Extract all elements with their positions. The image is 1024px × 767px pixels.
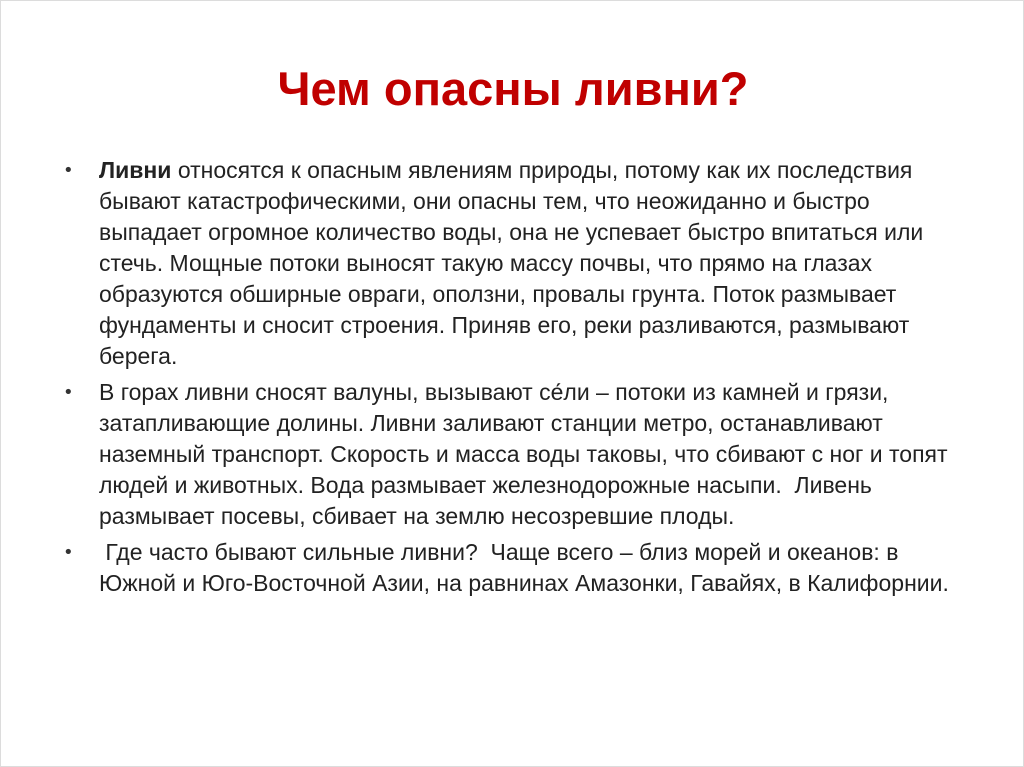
bullet-marker: • [63,542,74,563]
bullet-text: Где часто бывают сильные ливни? Чаще всего – близ морей и океанов: в Южной и Юго-Восточной Азии, на равнинах Амазонки, Гавайях, в Калифорнии. [99,539,949,596]
bullet-body: относятся к опасным явлениям природы, потому как их последствия бывают катастрофическими, они опасны тем, что неожиданно и быстро выпадает огромное количество воды, она не успевает быстро впитаться или стечь. Мощные потоки выносят такую массу почвы, что прямо на глазах образуются обширные овраги, оползни, провалы грунта. Поток размывает фундаменты и сносит строения. Приняв его, реки разливаются, размывают берега. [99,157,930,369]
bullet-list [63,155,963,604]
bullet-lead-word: Ливни [99,157,172,183]
bullet-item [63,537,963,599]
bullet-item [63,155,963,372]
bullet-marker: • [63,382,74,403]
bullet-text: В горах ливни сносят валуны, вызывают се́ли – потоки из камней и грязи, затапливающие долины. Ливни заливают станции метро, останавливают наземный транспорт. Скорость и масса воды таковы, что сбивают с ног и топят людей и животных. Вода размывает железнодорожные насыпи. Ливень размывает посевы, сбивает на землю несозревшие плоды. [99,379,954,529]
bullet-marker: • [63,160,74,181]
slide-title: Чем опасны ливни? [277,62,749,115]
bullet-text [99,155,963,372]
bullet-item [63,377,963,532]
